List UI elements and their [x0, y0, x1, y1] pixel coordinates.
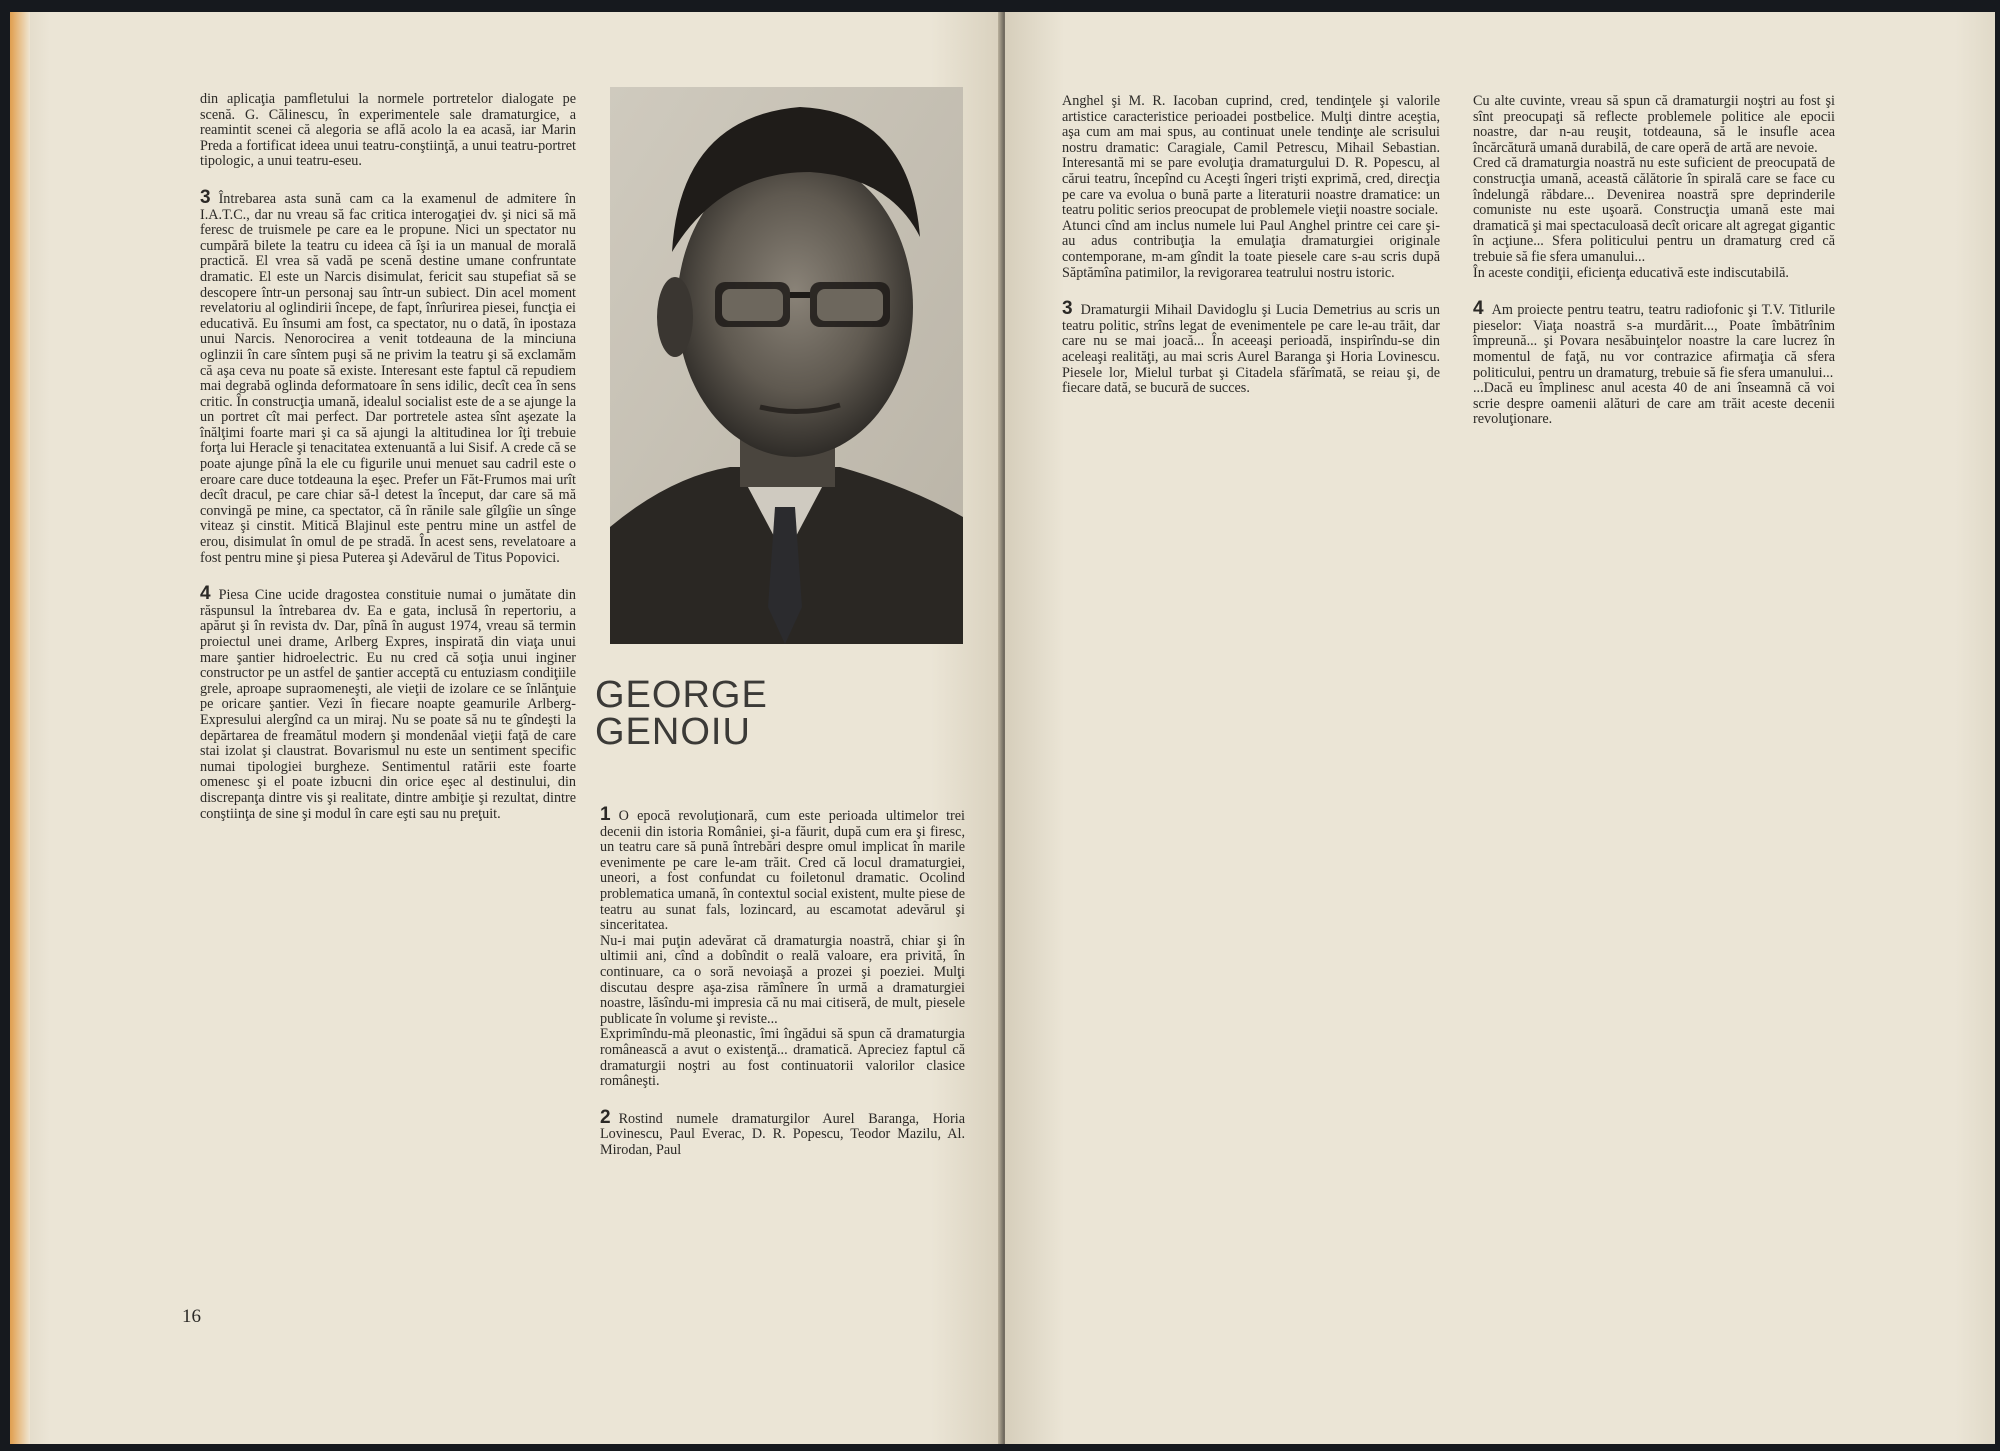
paragraph: [1062, 94, 1440, 219]
question-number: 4: [1473, 298, 1484, 320]
paragraph: [200, 92, 576, 170]
paragraph-text: Piesa Cine ucide dragostea constituie numai o jumătate din răspunsul la întrebarea dv. Ea e gata, inclusă în repertoriu, a apărut şi în revista dv. Dar, pînă în august 1974, vreau să termin proiectul unei drame, Arlberg Expres, inspirată din viaţa unui mare şantier hidroelectric. Eu nu cred că soţia unui inginer constructor pe un astfel de şantier acceptă cu entuziasm condiţiile grele, aproape supraomeneşti, ale vieţii de izolare ce se înlănţuie pe oricare şantier. Vezi în fiecare noapte geamurile Arlberg-Expresului alergînd ca un miraj. Nu se poate să nu te gîndeşti la depărtarea de freamătul modern şi mondenăal vieţii faţă de care stai izolat şi claustrat. Bovarismul nu este un sentiment specific numai tipologiei burgheze. Sentimentul ratării este foarte omenesc şi el poate izbucni din orice eşec al destinului, din discrepanţa dintre vis şi realitate, dintre ambiţie şi rezultat, dintre conştiinţa de sine şi modul în care eşti sau nu preţuit.: [200, 587, 576, 822]
paragraph-text: Atunci cînd am inclus numele lui Paul Anghel printre cei care şi-au adus contribuţia la emulaţia dramaturgiei originale contemporane, m-am gîndit la toate piesele care s-au scris după Săptămîna patimilor, la revigorarea teatrului nostru istoric.: [1062, 217, 1440, 281]
paragraph-text: Exprimîndu-mă pleonastic, îmi îngădui să spun că dramaturgia românească a avut o existenţă... dramatică. Apreciez faptul că dramaturgii noştri au fost continuatorii valorilor clasice româneşti.: [600, 1026, 965, 1090]
paragraph: [1473, 94, 1835, 156]
paragraph-text: Dramaturgii Mihail Davidoglu şi Lucia Demetrius au scris un teatru politic, strîns legat de evenimentele pe care le-au trăit, dar care nu se mai joacă... În aceeaşi perioadă, inspirîndu-se din aceleaşi realităţi, au mai scris Aurel Baranga şi Horia Lovinescu. Piesele lor, Mielul turbat şi Citadela sfărîmată, se reiau şi, de fiecare dată, se bucură de succes.: [1062, 302, 1440, 397]
question-number: 1: [600, 804, 611, 825]
author-name: GEORGE GENOIU: [595, 674, 768, 753]
paragraph: [600, 1027, 965, 1089]
question-number: 2: [600, 1106, 611, 1128]
left-page: [10, 12, 1000, 1444]
book-spread: [10, 12, 1995, 1444]
paragraph: [1473, 381, 1835, 428]
paragraph: [1062, 298, 1440, 397]
paragraph: [1062, 219, 1440, 281]
paragraph: [200, 583, 576, 822]
right-column-2: [1473, 94, 1835, 428]
paragraph-text: Anghel şi M. R. Iacoban cuprind, cred, tendinţele şi valorile artistice caracteristice perioadei postbelice. Mulţi dintre aceştia, aşa cum am mai spus, au continuat unele tendinţe ale scrisului nostru dramatic: Caragiale, Camil Petrescu, Mihail Sebastian. Interesantă mi se pare evoluţia dramaturgului D. R. Popescu, al cărui teatru, începînd cu Aceşti îngeri trişti exprimă, cred, direcţia pe care va evolua o bună parte a literaturii noastre dramatice: un teatru politic serios preocupat de problemele vieţii noastre sociale.: [1062, 93, 1440, 219]
left-column-2: [600, 787, 965, 1158]
question-number: 4: [200, 583, 211, 605]
paragraph-text: Cred că dramaturgia noastră nu este suficient de preocupată de construcţia umană, această călătorie în spirală care se face cu îndelungă răbdare... Devenirea noastră spre deprinderile comuniste nu este uşoară. Construcţia umană este mai dramatică şi mai spectaculoasă decît oricare alt agregat gigantic în acţiune... Sfera politicului pentru un dramaturg cred că trebuie să fie sfera umanului...: [1473, 155, 1835, 265]
question-number: 3: [1062, 298, 1073, 320]
page-edge: [10, 12, 30, 1444]
portrait-icon: [610, 87, 963, 644]
paragraph: [600, 934, 965, 1028]
left-column-1: [200, 92, 576, 822]
paragraph: [1473, 298, 1835, 381]
paragraph-text: Întrebarea asta sună cam ca la examenul de admitere în I.A.T.C., dar nu vreau să fac critica interogaţiei dv. şi nici să mă feresc de truismele pe care ea le propune. Nici un spectator nu cumpără bilete la teatru cu ideea că îşi ia un manual de morală practică. El vrea să vadă pe scenă destine umane confruntate dramatic. El este un Narcis disimulat, fericit sau stupefiat să se descopere într-un personaj sau într-un subiect. Din acel moment revelatoriu al oglindirii începe, de fapt, înrîurirea piesei, funcţia ei educativă. Eu însumi am fost, ca spectator, nu o dată, în ipostaza unui Narcis. Nenorocirea a venit totdeauna de la minciuna oglinzii în care sîntem puşi să ne privim la teatru şi să exclamăm că aşa ceva nu poate să existe. Interesant este faptul că repudiem mai degrabă oglinda deformatoare în sens idilic, decît cea în sens critic. În construcţia umană, idealul socialist este de a se ajunge la un portret cît mai perfect. Dar portretele astea sînt aşezate la înălţimi foarte mari şi ca să ajungi la altitudinea lor îţi trebuie forţa lui Heracle şi tenacitatea extenuantă a lui Sisif. A crede că se poate ajunge pînă la ele cu figurile unui menuet sau cadril este o eroare care duce totdeauna la eşec. Prefer un Făt-Frumos mai urît decît dracul, pe care chiar să-l detest la început, dar care să mă convingă pe mine, ca spectator, că în rănile sale gîlgîie un sînge viteaz şi cinstit. Mitică Blajinul este pentru mine un astfel de erou, disimulat în omul de pe stradă. În acest sens, revelatoare a fost pentru mine şi piesa Puterea şi Adevărul de Titus Popovici.: [200, 190, 576, 566]
paragraph: [600, 1106, 965, 1159]
paragraph-text: O epocă revoluţionară, cum este perioada ultimelor trei decenii din istoria României, şi-a făurit, după cum era şi firesc, un teatru care să pună întrebări despre omul implicat în marile evenimente pe care le-am trăit. Cred că locul dramaturgiei, uneori, a fost confundat cu foiletonul dramatic. Ocolind problematica umană, în contextul social existent, multe piese de teatru au sunat fals, lozincard, au escamotat adevărul şi sinceritatea.: [600, 808, 965, 934]
paragraph-text: Nu-i mai puţin adevărat că dramaturgia noastră, chiar şi în ultimii ani, cînd a dobîndit o reală valoare, era privită, în continuare, ca o soră nevoiaşă a prozei şi poeziei. Mulţi discutau despre aşa-zisa rămînere în urmă a dramaturgiei noastre, lăsîndu-mi impresia că nu mai citiseră, de mult, piesele publicate în volume şi reviste...: [600, 932, 965, 1027]
paragraph: [1473, 266, 1835, 282]
paragraph: [1473, 156, 1835, 265]
paragraph-text: Rostind numele dramaturgilor Aurel Baranga, Horia Lovinescu, Paul Everac, D. R. Popescu, Teodor Mazilu, Al. Mirodan, Paul: [600, 1110, 965, 1158]
paragraph-text: ...Dacă eu împlinesc anul acesta 40 de ani înseamnă că voi scrie despre oamenii alături de care am trăit aceste decenii revoluţionare.: [1473, 380, 1835, 428]
paragraph-text: Cu alte cuvinte, vreau să spun că dramaturgii noştri au fost şi sînt preocupaţi să reflecte problemele politice ale epocii noastre, dar n-au reuşit, totdeauna, să le insufle acea încărcătură umană durabilă, de care operă de artă are nevoie.: [1473, 93, 1835, 156]
question-number: 3: [200, 186, 211, 208]
paragraph: [200, 186, 576, 566]
paragraph-text: din aplicaţia pamfletului la normele portretelor dialogate pe scenă. G. Călinescu, în experimentele sale dramaturgice, a reamintit scenei că alegoria se află acolo la ea acasă, iar Marin Preda a fortificat ideea unui teatru-conştiinţă, a unui teatru-portret tipologic, a unui teatru-eseu.: [200, 91, 576, 170]
paragraph: [600, 804, 965, 934]
right-column-1: [1062, 94, 1440, 397]
author-portrait: [610, 87, 963, 644]
right-page: [1005, 12, 1995, 1444]
paragraph-text: În aceste condiţii, eficienţa educativă este indiscutabilă.: [1473, 264, 1789, 281]
paragraph-text: Am proiecte pentru teatru, teatru radiofonic şi T.V. Titlurile pieselor: Viaţa noastră s-a murdărit..., Poate îmbătrînim împreună... şi Povara nesăbuinţelor noastre la care lucrez în momentul de faţă, nu vor contrazice afirmaţia că sfera politicului, pentru un dramaturg, trebuie să fie sfera umanului...: [1473, 302, 1835, 381]
page-number: 16: [182, 1306, 201, 1327]
